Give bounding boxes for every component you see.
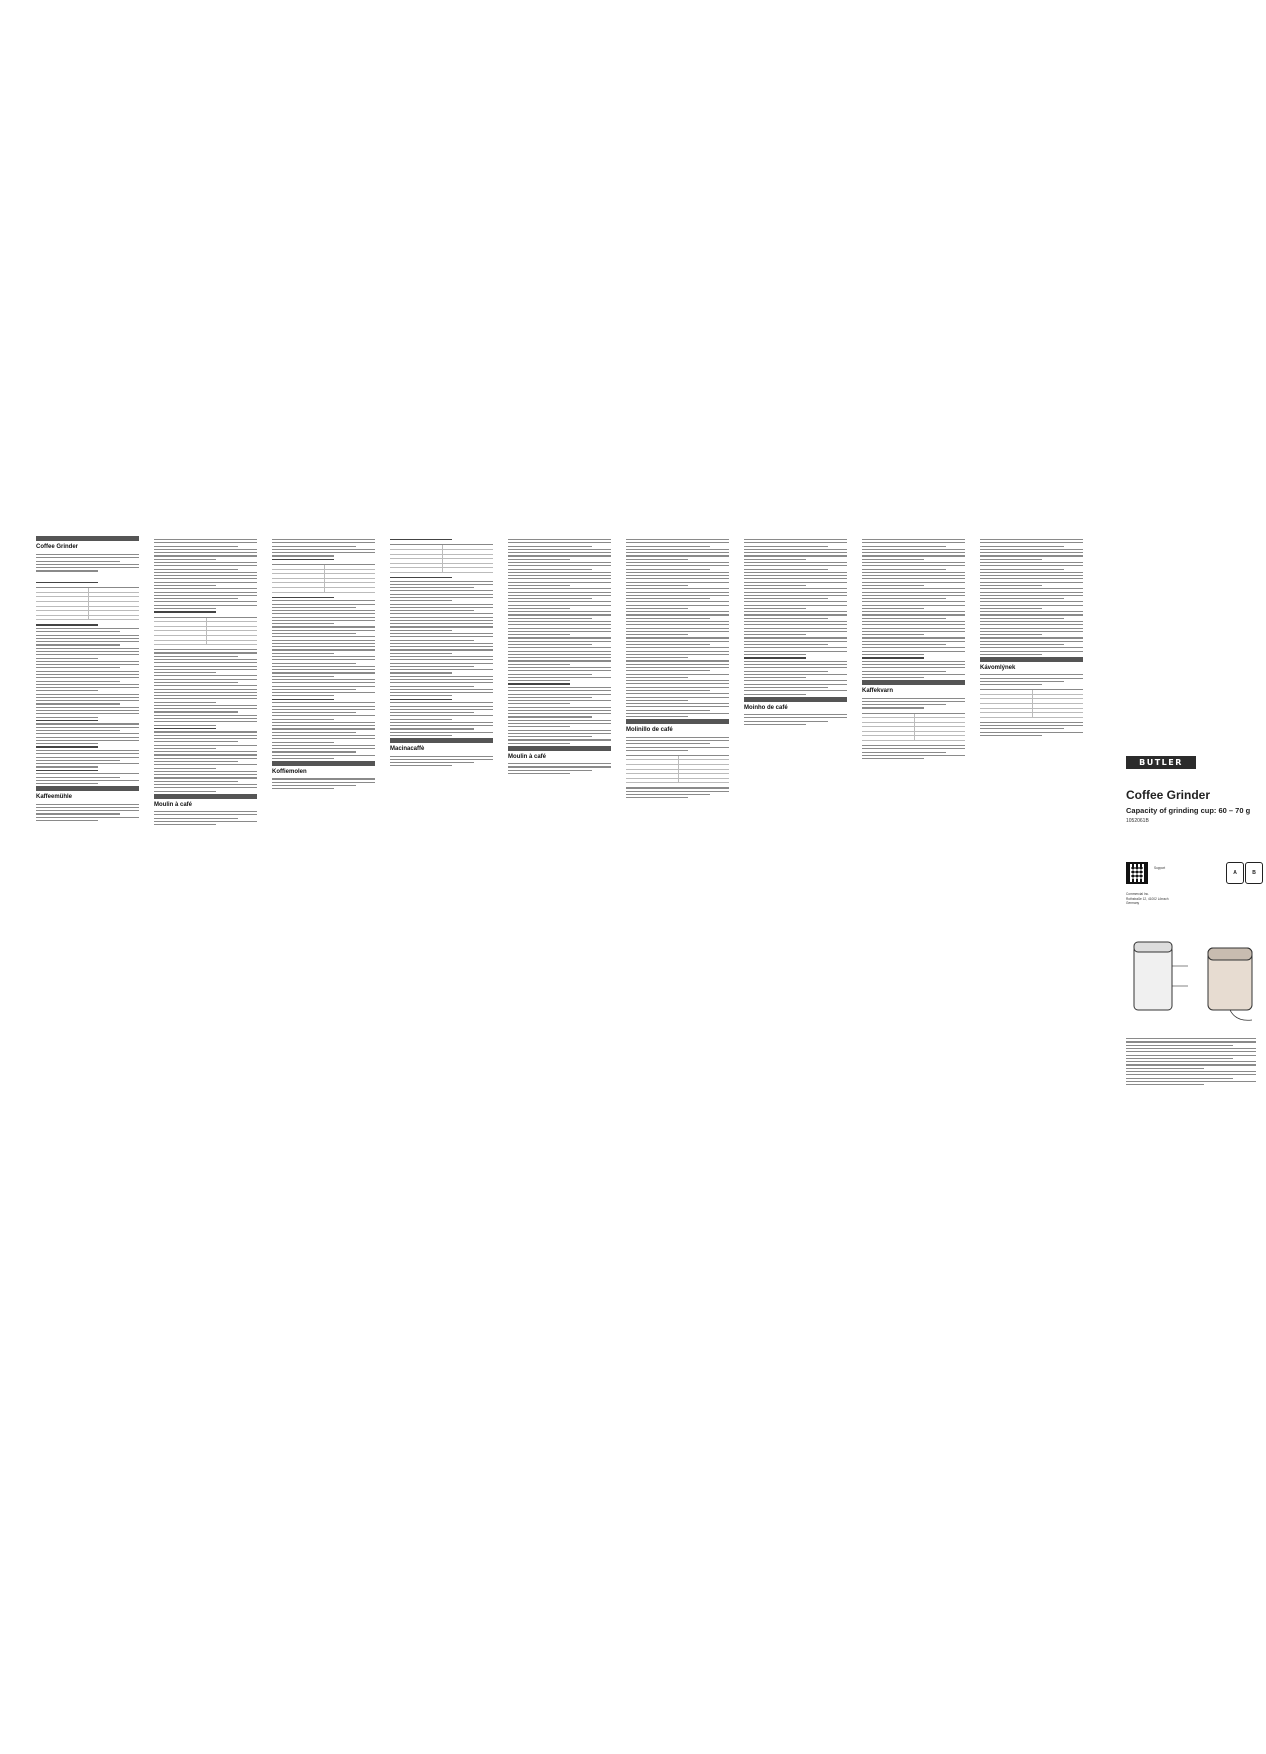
grinder-lid-icon <box>1134 942 1172 952</box>
column-header <box>980 657 1083 662</box>
column-text <box>862 539 965 759</box>
column-title: Moulin à café <box>154 801 193 808</box>
manual-column <box>626 536 729 1196</box>
grinder-top-icon <box>1208 948 1252 960</box>
column-header <box>36 786 139 791</box>
column-header <box>626 719 729 724</box>
product-subtitle: Capacity of grinding cup: 60 – 70 g <box>1126 806 1251 815</box>
manual-sheet <box>36 536 1256 1196</box>
address-line: Commercial Inc. <box>1126 892 1150 896</box>
column-header <box>508 746 611 751</box>
column-header <box>744 697 847 702</box>
column-header <box>36 536 139 541</box>
column-title: Kaffekvarn <box>862 688 894 695</box>
column-title: Macinacaffè <box>390 746 425 753</box>
column-text <box>390 539 493 766</box>
manual-column <box>154 536 257 1196</box>
column-text <box>508 539 611 774</box>
address-line: Rothstraße 12, 41002 Lörrach <box>1126 896 1169 901</box>
manual-column <box>980 536 1083 1196</box>
badge-b-icon: B <box>1245 862 1263 884</box>
qr-code-icon <box>1126 862 1148 884</box>
cover-panel <box>1126 536 1266 1196</box>
column-title: Kaffeemühle <box>36 794 73 801</box>
manual-column <box>390 536 493 1196</box>
column-text <box>272 539 375 789</box>
address-line: Germany <box>1126 901 1140 905</box>
column-header <box>154 794 257 799</box>
column-title: Moinho de café <box>744 704 788 711</box>
column-text <box>744 539 847 725</box>
column-title: Koffiemolen <box>272 769 307 776</box>
manual-column <box>36 536 139 1196</box>
column-title: Kávomlýnek <box>980 665 1016 672</box>
brand-logo: BUTLER <box>1126 756 1196 769</box>
support-label: Support <box>1154 866 1166 870</box>
column-title: Coffee Grinder <box>36 544 79 550</box>
column-text <box>626 539 729 798</box>
column-header <box>272 761 375 766</box>
product-title: Coffee Grinder <box>1126 788 1211 802</box>
cover-text <box>1126 1036 1256 1087</box>
column-header <box>390 738 493 743</box>
column-title: Molinillo de café <box>626 727 673 734</box>
manual-column <box>272 536 375 1196</box>
manual-column <box>744 536 847 1196</box>
grinder-outline-icon <box>1134 946 1172 1010</box>
column-title: Moulin à café <box>508 754 547 761</box>
manual-column <box>862 536 965 1196</box>
power-cord-icon <box>1230 1010 1252 1020</box>
column-text <box>980 539 1083 736</box>
article-number: 1052061B <box>1126 818 1149 824</box>
product-diagram <box>1126 936 1266 1026</box>
column-header <box>862 680 965 685</box>
manual-column <box>508 536 611 1196</box>
badge-a-icon: A <box>1226 862 1244 884</box>
column-text <box>154 539 257 825</box>
company-address <box>1126 892 1169 906</box>
column-text <box>36 554 139 821</box>
